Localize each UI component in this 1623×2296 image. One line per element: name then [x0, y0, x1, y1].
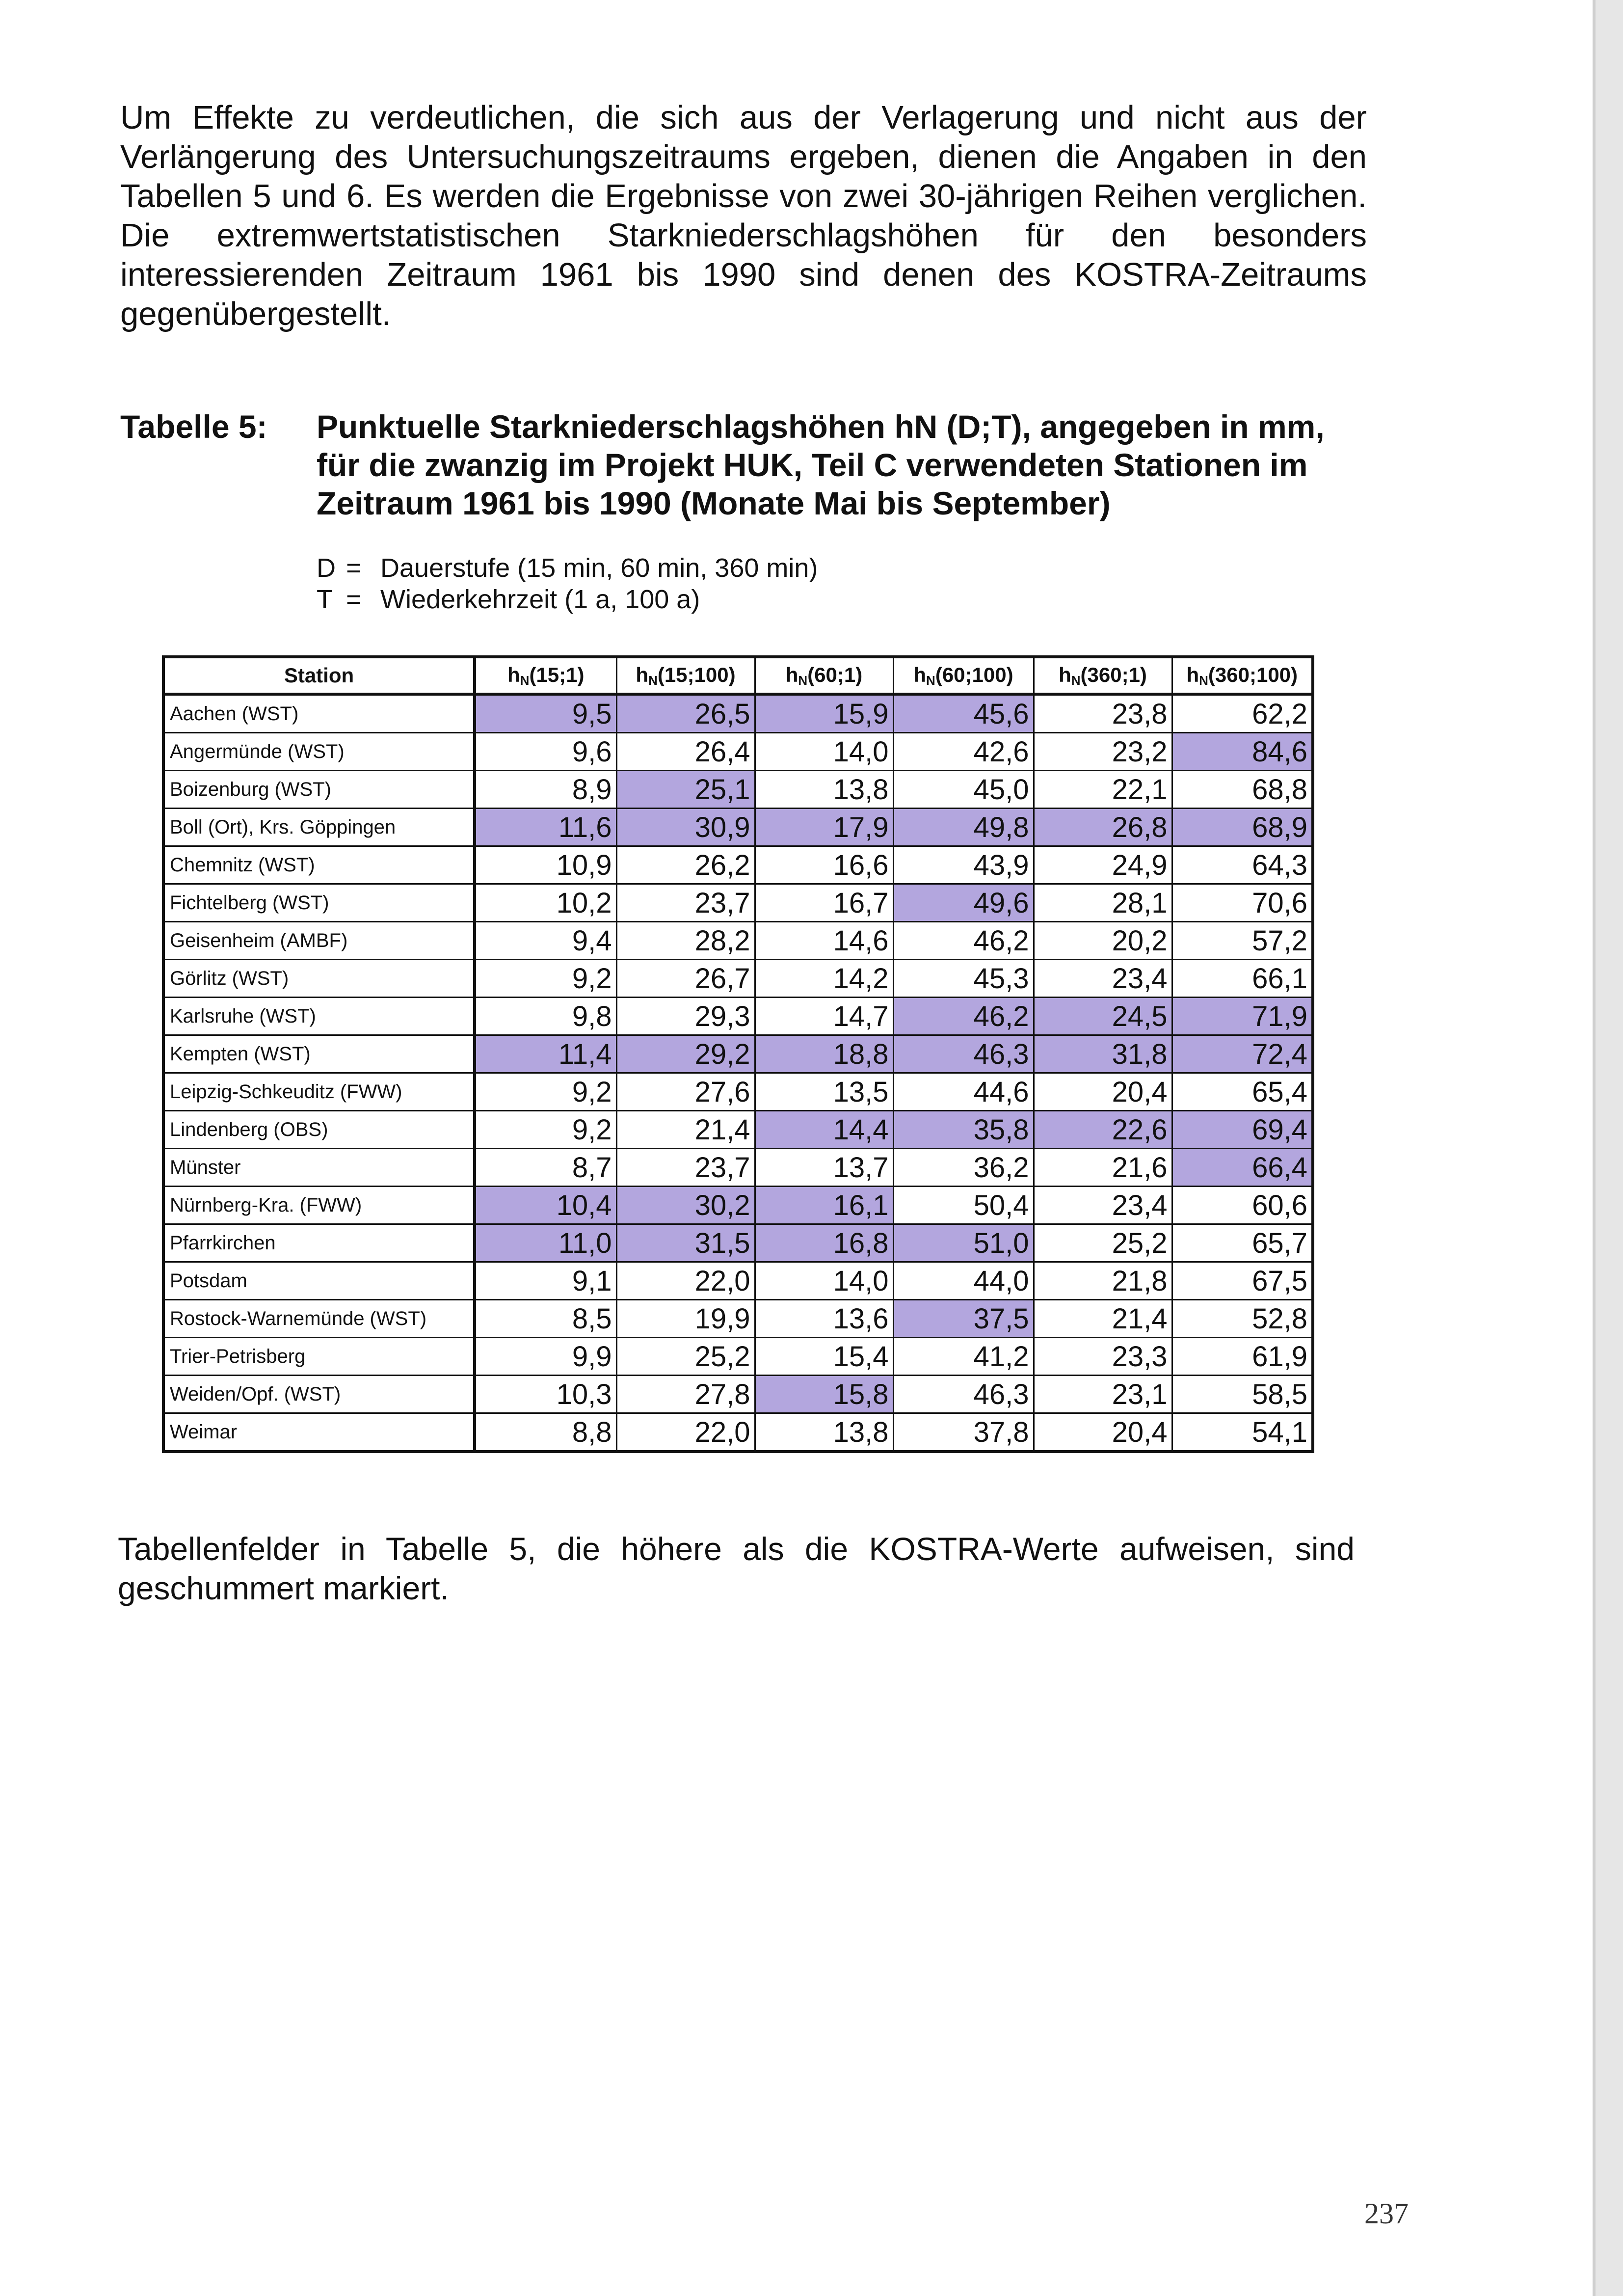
definition-symbol: D — [317, 553, 336, 583]
value-cell: 64,3 — [1172, 846, 1313, 884]
value-cell: 16,6 — [755, 846, 893, 884]
table-caption-text: Punktuelle Starkniederschlagshöhen hN (D;T), angegeben in mm, für die zwanzig im Projekt HUK, Teil C verwendeten Stationen im Zeitraum 1961 bis 1990 (Monate Mai bis September) — [317, 408, 1325, 521]
value-cell: 60,6 — [1172, 1187, 1313, 1224]
value-cell: 23,3 — [1034, 1338, 1172, 1376]
value-cell: 62,2 — [1172, 694, 1313, 733]
value-cell: 69,4 — [1172, 1111, 1313, 1149]
column-header-4: $h_N(60;100)$ — [893, 657, 1034, 694]
definition-equals: = — [346, 553, 362, 583]
definition-text: Wiederkehrzeit (1 a, 100 a) — [380, 585, 700, 614]
value-cell: 9,4 — [475, 922, 616, 960]
page-number: 237 — [1364, 2197, 1409, 2230]
value-cell: 22,1 — [1034, 771, 1172, 809]
value-cell: 51,0 — [893, 1224, 1034, 1262]
value-cell: 25,2 — [616, 1338, 755, 1376]
table-row — [163, 1073, 1313, 1111]
value-cell: 9,8 — [475, 998, 616, 1035]
table-row — [163, 1224, 1313, 1262]
value-cell: 21,4 — [1034, 1300, 1172, 1338]
value-cell: 11,4 — [475, 1035, 616, 1073]
table-header-row — [163, 657, 1313, 694]
value-cell: 23,4 — [1034, 960, 1172, 998]
value-cell: 29,2 — [616, 1035, 755, 1073]
value-cell: 13,8 — [755, 1413, 893, 1452]
value-cell: 28,1 — [1034, 884, 1172, 922]
table-row — [163, 694, 1313, 733]
value-cell: 37,5 — [893, 1300, 1034, 1338]
station-name-cell: Angermünde (WST) — [163, 733, 475, 771]
value-cell: 9,1 — [475, 1262, 616, 1300]
value-cell: 25,1 — [616, 771, 755, 809]
value-cell: 21,8 — [1034, 1262, 1172, 1300]
value-cell: 19,9 — [616, 1300, 755, 1338]
table-footnote: Tabellenfelder in Tabelle 5, die höhere als die KOSTRA-Werte aufweisen, sind geschummert markiert. — [118, 1531, 1355, 1606]
value-cell: 23,8 — [1034, 694, 1172, 733]
station-name-cell: Münster — [163, 1149, 475, 1187]
value-cell: 14,0 — [755, 733, 893, 771]
value-cell: 36,2 — [893, 1149, 1034, 1187]
column-header-2: $h_N(15;100)$ — [616, 657, 755, 694]
value-cell: 65,7 — [1172, 1224, 1313, 1262]
value-cell: 13,8 — [755, 771, 893, 809]
value-cell: 43,9 — [893, 846, 1034, 884]
value-cell: 15,8 — [755, 1376, 893, 1413]
station-name-cell: Görlitz (WST) — [163, 960, 475, 998]
value-cell: 42,6 — [893, 733, 1034, 771]
table-row — [163, 922, 1313, 960]
table-row — [163, 809, 1313, 846]
value-cell: 24,9 — [1034, 846, 1172, 884]
table-row — [163, 1376, 1313, 1413]
value-cell: 9,2 — [475, 960, 616, 998]
station-name-cell: Weimar — [163, 1413, 475, 1452]
value-cell: 23,7 — [616, 1149, 755, 1187]
table-row — [163, 846, 1313, 884]
station-name-cell: Leipzig-Schkeuditz (FWW) — [163, 1073, 475, 1111]
value-cell: 35,8 — [893, 1111, 1034, 1149]
value-cell: 10,2 — [475, 884, 616, 922]
precipitation-table — [162, 655, 1314, 1453]
value-cell: 23,7 — [616, 884, 755, 922]
value-cell: 49,8 — [893, 809, 1034, 846]
table-row — [163, 960, 1313, 998]
definition-text: Dauerstufe (15 min, 60 min, 360 min) — [380, 553, 818, 583]
table-row — [163, 1111, 1313, 1149]
value-cell: 65,4 — [1172, 1073, 1313, 1111]
station-name-cell: Chemnitz (WST) — [163, 846, 475, 884]
value-cell: 14,4 — [755, 1111, 893, 1149]
value-cell: 26,8 — [1034, 809, 1172, 846]
value-cell: 68,9 — [1172, 809, 1313, 846]
station-name-cell: Rostock-Warnemünde (WST) — [163, 1300, 475, 1338]
value-cell: 25,2 — [1034, 1224, 1172, 1262]
value-cell: 9,9 — [475, 1338, 616, 1376]
table-body — [163, 694, 1313, 1452]
definition-t — [317, 584, 818, 615]
value-cell: 67,5 — [1172, 1262, 1313, 1300]
value-cell: 30,9 — [616, 809, 755, 846]
value-cell: 26,7 — [616, 960, 755, 998]
value-cell: 11,6 — [475, 809, 616, 846]
intro-paragraph: Um Effekte zu verdeutlichen, die sich aus der Verlagerung und nicht aus der Verlängerung des Untersuchungszeitraums ergeben, dienen die Angaben in den Tabellen 5 und 6. Es werden die Ergebnisse von zwei 30-jährigen Reihen verglichen. Die extremwertstatistischen Starkniederschlagshöhen für den besonders interessierenden Zeitraum 1961 bis 1990 sind denen des KOSTRA-Zeitraums gegenübergestellt. — [120, 99, 1367, 332]
table-row — [163, 1035, 1313, 1073]
value-cell: 8,7 — [475, 1149, 616, 1187]
value-cell: 31,8 — [1034, 1035, 1172, 1073]
station-name-cell: Geisenheim (AMBF) — [163, 922, 475, 960]
value-cell: 26,5 — [616, 694, 755, 733]
value-cell: 16,7 — [755, 884, 893, 922]
value-cell: 9,2 — [475, 1073, 616, 1111]
value-cell: 15,4 — [755, 1338, 893, 1376]
value-cell: 18,8 — [755, 1035, 893, 1073]
value-cell: 50,4 — [893, 1187, 1034, 1224]
table-row — [163, 1338, 1313, 1376]
station-name-cell: Trier-Petrisberg — [163, 1338, 475, 1376]
value-cell: 22,0 — [616, 1262, 755, 1300]
table-row — [163, 998, 1313, 1035]
value-cell: 46,2 — [893, 998, 1034, 1035]
value-cell: 44,6 — [893, 1073, 1034, 1111]
value-cell: 17,9 — [755, 809, 893, 846]
value-cell: 8,5 — [475, 1300, 616, 1338]
station-name-cell: Karlsruhe (WST) — [163, 998, 475, 1035]
value-cell: 46,2 — [893, 922, 1034, 960]
column-header-station: Station — [163, 657, 475, 694]
value-cell: 22,6 — [1034, 1111, 1172, 1149]
table-row — [163, 733, 1313, 771]
table-row — [163, 771, 1313, 809]
column-header-3: $h_N(60;1)$ — [755, 657, 893, 694]
value-cell: 13,7 — [755, 1149, 893, 1187]
value-cell: 26,4 — [616, 733, 755, 771]
value-cell: 21,6 — [1034, 1149, 1172, 1187]
value-cell: 9,6 — [475, 733, 616, 771]
value-cell: 45,0 — [893, 771, 1034, 809]
value-cell: 72,4 — [1172, 1035, 1313, 1073]
value-cell: 22,0 — [616, 1413, 755, 1452]
value-cell: 30,2 — [616, 1187, 755, 1224]
station-name-cell: Potsdam — [163, 1262, 475, 1300]
value-cell: 70,6 — [1172, 884, 1313, 922]
value-cell: 58,5 — [1172, 1376, 1313, 1413]
station-name-cell: Lindenberg (OBS) — [163, 1111, 475, 1149]
value-cell: 14,0 — [755, 1262, 893, 1300]
value-cell: 8,9 — [475, 771, 616, 809]
value-cell: 23,1 — [1034, 1376, 1172, 1413]
value-cell: 16,8 — [755, 1224, 893, 1262]
value-cell: 23,4 — [1034, 1187, 1172, 1224]
value-cell: 54,1 — [1172, 1413, 1313, 1452]
value-cell: 9,5 — [475, 694, 616, 733]
value-cell: 71,9 — [1172, 998, 1313, 1035]
value-cell: 41,2 — [893, 1338, 1034, 1376]
value-cell: 57,2 — [1172, 922, 1313, 960]
value-cell: 52,8 — [1172, 1300, 1313, 1338]
value-cell: 23,2 — [1034, 733, 1172, 771]
definitions-list — [317, 552, 818, 615]
value-cell: 20,4 — [1034, 1073, 1172, 1111]
station-name-cell: Boizenburg (WST) — [163, 771, 475, 809]
value-cell: 13,6 — [755, 1300, 893, 1338]
definition-d — [317, 552, 818, 584]
value-cell: 14,7 — [755, 998, 893, 1035]
value-cell: 13,5 — [755, 1073, 893, 1111]
table-row — [163, 1300, 1313, 1338]
value-cell: 66,1 — [1172, 960, 1313, 998]
value-cell: 15,9 — [755, 694, 893, 733]
value-cell: 14,2 — [755, 960, 893, 998]
value-cell: 45,6 — [893, 694, 1034, 733]
value-cell: 20,2 — [1034, 922, 1172, 960]
value-cell: 28,2 — [616, 922, 755, 960]
definition-equals: = — [346, 585, 362, 614]
value-cell: 27,6 — [616, 1073, 755, 1111]
value-cell: 61,9 — [1172, 1338, 1313, 1376]
value-cell: 46,3 — [893, 1035, 1034, 1073]
station-name-cell: Kempten (WST) — [163, 1035, 475, 1073]
station-name-cell: Aachen (WST) — [163, 694, 475, 733]
column-header-1: $h_N(15;1)$ — [475, 657, 616, 694]
value-cell: 8,8 — [475, 1413, 616, 1452]
value-cell: 49,6 — [893, 884, 1034, 922]
value-cell: 27,8 — [616, 1376, 755, 1413]
table-caption-label: Tabelle 5: — [120, 408, 267, 445]
table-row — [163, 1149, 1313, 1187]
value-cell: 24,5 — [1034, 998, 1172, 1035]
table-row — [163, 884, 1313, 922]
value-cell: 9,2 — [475, 1111, 616, 1149]
value-cell: 14,6 — [755, 922, 893, 960]
value-cell: 46,3 — [893, 1376, 1034, 1413]
value-cell: 10,9 — [475, 846, 616, 884]
table-row — [163, 1262, 1313, 1300]
value-cell: 16,1 — [755, 1187, 893, 1224]
value-cell: 10,4 — [475, 1187, 616, 1224]
value-cell: 45,3 — [893, 960, 1034, 998]
column-header-5: $h_N(360;1)$ — [1034, 657, 1172, 694]
value-cell: 11,0 — [475, 1224, 616, 1262]
station-name-cell: Fichtelberg (WST) — [163, 884, 475, 922]
value-cell: 21,4 — [616, 1111, 755, 1149]
value-cell: 84,6 — [1172, 733, 1313, 771]
station-name-cell: Weiden/Opf. (WST) — [163, 1376, 475, 1413]
value-cell: 29,3 — [616, 998, 755, 1035]
table-row — [163, 1187, 1313, 1224]
value-cell: 66,4 — [1172, 1149, 1313, 1187]
definition-symbol: T — [317, 585, 333, 614]
table-row — [163, 1413, 1313, 1452]
station-name-cell: Pfarrkirchen — [163, 1224, 475, 1262]
value-cell: 26,2 — [616, 846, 755, 884]
value-cell: 10,3 — [475, 1376, 616, 1413]
station-name-cell: Boll (Ort), Krs. Göppingen — [163, 809, 475, 846]
value-cell: 68,8 — [1172, 771, 1313, 809]
value-cell: 31,5 — [616, 1224, 755, 1262]
column-header-6: $h_N(360;100)$ — [1172, 657, 1313, 694]
value-cell: 44,0 — [893, 1262, 1034, 1300]
value-cell: 37,8 — [893, 1413, 1034, 1452]
station-name-cell: Nürnberg-Kra. (FWW) — [163, 1187, 475, 1224]
value-cell: 20,4 — [1034, 1413, 1172, 1452]
